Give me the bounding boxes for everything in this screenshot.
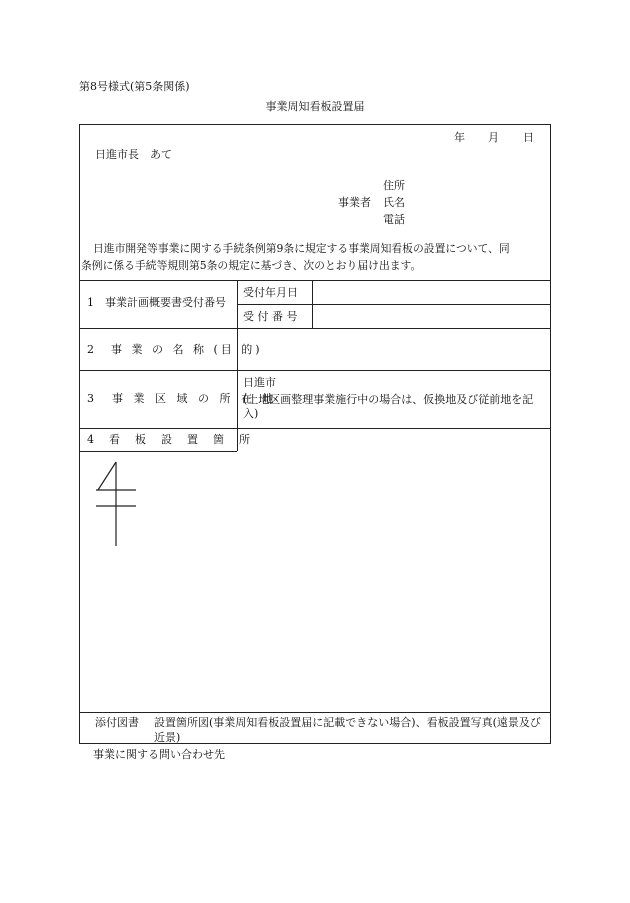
row3-label: 3 事 業 区 域 の 所 在 地 — [87, 392, 277, 405]
attachments-top-line — [79, 712, 551, 713]
row4-label: 4 看 板 設 置 箇 所 — [87, 433, 252, 446]
row1-subcolumn-divider — [312, 280, 313, 328]
row1-received-date-label: 受付年月日 — [243, 286, 298, 299]
phone-label: 電話 — [383, 213, 405, 226]
row4-label-bottom-line — [79, 451, 237, 452]
document-title: 事業周知看板設置届 — [265, 100, 365, 113]
row4-top-line — [79, 428, 551, 429]
row3-note: (土地区画整理事業施行中の場合は、仮換地及び従前地を記入) — [243, 393, 534, 421]
contact-label: 事業に関する問い合わせ先 — [93, 748, 225, 761]
form-number: 第8号様式(第5条関係) — [79, 80, 190, 93]
name-label: 氏名 — [383, 196, 405, 209]
row2-top-line — [79, 328, 551, 329]
address-label: 住所 — [383, 179, 405, 192]
row1-received-number-label: 受 付 番 号 — [243, 310, 298, 323]
attachments-label: 添付図書 — [95, 716, 139, 729]
applicant-role: 事業者 — [338, 196, 371, 209]
row2-label: 2 事 業 の 名 称 (目 的) — [87, 343, 263, 356]
addressee: 日進市長 あて — [95, 148, 172, 161]
body-text-line-2: 条例に係る手続等規則第5条の規定に基づき、次のとおり届け出ます。 — [81, 259, 422, 272]
date-month: 月 — [488, 131, 499, 144]
date-year: 年 — [454, 131, 465, 144]
row1-mid-line — [237, 304, 551, 305]
attachments-text: 設置箇所図(事業周知看板設置届に記載できない場合)、看板設置写真(遠景及び近景) — [154, 716, 541, 744]
label-column-divider — [237, 280, 238, 451]
row1-top-line — [79, 280, 551, 281]
date-day: 日 — [523, 131, 534, 144]
row1-label: 1 事業計画概要書受付番号 — [87, 296, 226, 309]
north-arrow-icon — [94, 460, 138, 550]
row3-top-line — [79, 370, 551, 371]
row3-city: 日進市 — [243, 376, 276, 389]
body-text-line-1: 日進市開発等事業に関する手続条例第9条に規定する事業周知看板の設置について、同 — [93, 242, 510, 255]
